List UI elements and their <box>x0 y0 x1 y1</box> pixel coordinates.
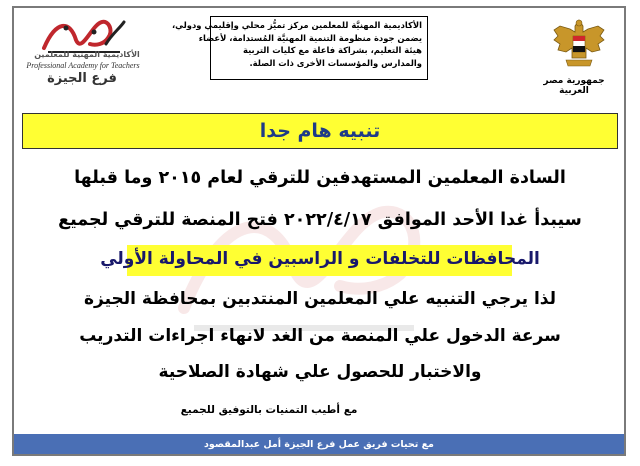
notice-title: تنبيه هام جدا <box>259 120 381 142</box>
footer-text: مع تحيات فريق عمل فرع الجيزة أمل عبدالمقصود <box>204 438 434 450</box>
notice-line-1: السادة المعلمين المستهدفين للترقي لعام ٢٠١٥ وما قبلها <box>74 168 566 188</box>
notice-line-2: سيبدأ غدا الأحد الموافق ٢٠٢٢/٤/١٧ فتح المنصة للترقي لجميع <box>58 210 582 230</box>
document-frame <box>12 6 626 456</box>
academy-line: هيئة التعليم، بشراكة فاعلة مع كليات التربية <box>243 45 422 55</box>
country-name: جمهورية مصر العربية <box>543 76 605 96</box>
academy-description-box <box>171 16 428 80</box>
logo-english-text: Professional Academy for Teachers <box>26 61 140 70</box>
academy-line: يضمن جودة منظومة التنمية المهنيَّة المُستدامة، لأعضاء <box>198 32 422 43</box>
eagle-emblem-icon <box>548 14 610 76</box>
notice-line-6: والاختبار للحصول علي شهادة الصلاحية <box>158 362 482 382</box>
notice-title-banner <box>22 113 618 149</box>
notice-line-4: لذا يرجي التنبيه علي المعلمين المنتدبين بمحافظة الجيزة <box>83 289 557 309</box>
closing-wishes: مع أطيب التمنيات بالتوفيق للجميع <box>180 404 358 416</box>
notice-line-5: سرعة الدخول علي المنصة من الغد لانهاء اجراءات التدريب <box>79 326 561 346</box>
notice-line-3-highlighted: المحافظات للتخلفات و الراسبين في المحاولة الأولي <box>100 249 540 269</box>
academy-line: الأكاديمية المهنيَّة للمعلمين مركز تميُّز محلي وإقليمي ودولي، <box>171 20 422 30</box>
academy-logo <box>22 12 142 88</box>
logo-branch-name: فرع الجيزة <box>47 71 117 86</box>
logo-arabic-text: الأكاديمية المهنية للمعلمين <box>34 50 140 59</box>
footer-bar <box>14 434 624 454</box>
academy-line: والمدارس والمؤسسات الأخرى ذات الصلة. <box>249 57 422 68</box>
